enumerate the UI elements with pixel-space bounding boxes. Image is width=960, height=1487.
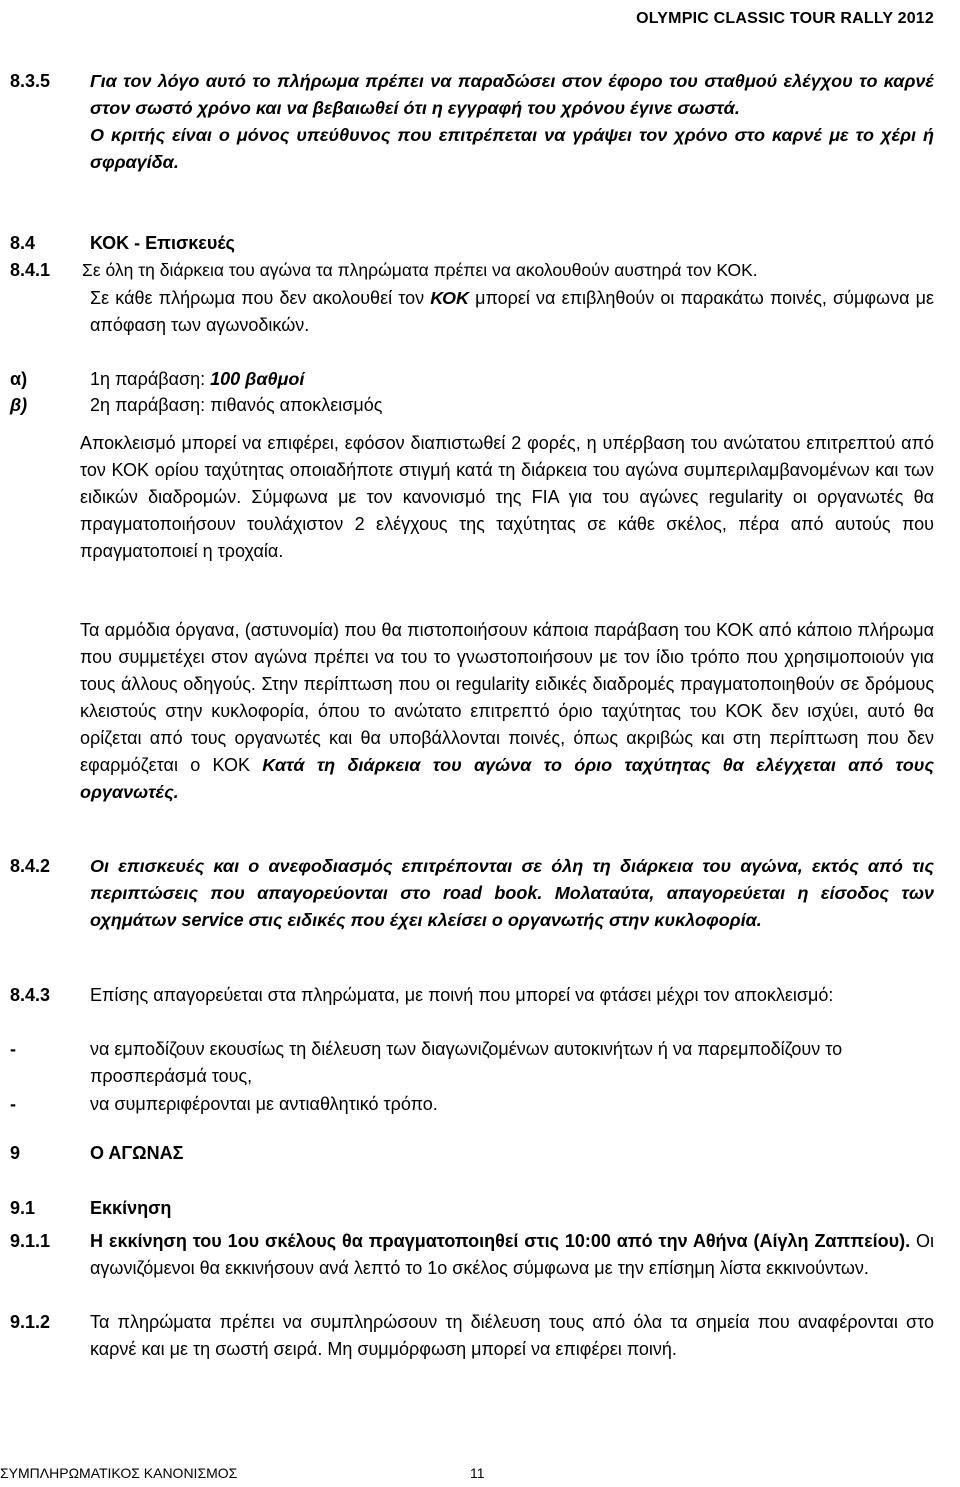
section-text bbox=[90, 1228, 934, 1282]
text-span: μπορεί να επιβληθούν οι παρακάτω ποινές, σύμφωνα με απόφαση των αγωνοδικών. bbox=[90, 288, 935, 335]
page-number: 11 bbox=[470, 1465, 485, 1481]
section-text: Τα πληρώματα πρέπει να συμπληρώσουν τη διέλευση τους από όλα τα σημεία που αναφέρονται στο καρνέ και με τη σωστή σειρά. Μη συμμόρφωση μπορεί να επιφέρει ποινή. bbox=[90, 1312, 934, 1359]
section-number: 8.4.2 bbox=[10, 856, 51, 876]
list-item-text: να εμποδίζουν εκουσίως τη διέλευση των διαγωνιζομένων αυτοκινήτων ή να παρεμποδίζουν το προσπεράσμά τους, bbox=[90, 1039, 843, 1086]
paragraph-exclusion: Αποκλεισμό μπορεί να επιφέρει, εφόσον διαπιστωθεί 2 φορές, η υπέρβαση του ανώτατου επιτρεπτού από τον ΚΟΚ ορίου ταχύτητας οποιαδήποτε στιγμή κατά τη διάρκεια του αγώνα συμπεριλαμβανομένων και των ειδικών διαδρομών. Σύμφωνα με τον κανονισμό της FIA για του αγώνες regularity οι οργανωτές θα πραγματοποιήσουν τουλάχιστον 2 ελέγχους της ταχύτητας σε κάθε σκέλος, πέρα από αυτούς που πραγματοποιεί η τροχαία. bbox=[80, 433, 934, 561]
page-header: OLYMPIC CLASSIC TOUR RALLY 2012 bbox=[636, 10, 934, 27]
section-number: 9.1 bbox=[10, 1198, 36, 1218]
penalty-label: β) bbox=[10, 395, 28, 415]
text-span: Τα αρμόδια όργανα, (αστυνομία) που θα πιστοποιήσουν κάποια παράβαση του ΚΟΚ από κάποιο πλήρωμα που συμμετέχει στον αγώνα πρέπει να του το γνωστοποιήσουν με τον ίδιο τρόπο που χρησιμοποιούν για τους άλλους οδηγούς. Στην περίπτωση που οι regularity ειδικές διαδρομές πραγματοποιηθούν σε δρόμους κλειστούς στην κυκλοφορία, όπου το ανώτατο επιτρεπτό όριο ταχύτητας του ΚΟΚ δεν ισχύει, αυτό θα ορίζεται από τους οργανωτές και θα υποβάλλονται ποινές, όπως ακριβώς και στη περίπτωση που δεν εφαρμόζεται ο ΚΟΚ bbox=[80, 620, 934, 775]
section-italic-text-2: Ο κριτής είναι ο μόνος υπεύθυνος που επιτρέπεται να γράψει τον χρόνο στο καρνέ με το χέρι ή σφραγίδα. bbox=[90, 125, 934, 172]
penalty-points: 100 βαθμοί bbox=[210, 369, 305, 389]
footer-title: ΣΥΜΠΛΗΡΩΜΑΤΙΚΟΣ ΚΑΝΟΝΙΣΜΟΣ bbox=[0, 1465, 238, 1481]
text-span: Οι αγωνιζόμενοι θα εκκινήσουν ανά λεπτό το 1ο σκέλος σύμφωνα με την επίσημη λίστα εκκινούντων. bbox=[90, 1231, 934, 1278]
list-dash: - bbox=[10, 1094, 16, 1114]
section-text: Επίσης απαγορεύεται στα πληρώματα, με ποινή που μπορεί να φτάσει μέχρι τον αποκλεισμό: bbox=[90, 985, 834, 1005]
section-number: 8.3.5 bbox=[10, 71, 51, 91]
section-italic-text: Για τον λόγο αυτό το πλήρωμα πρέπει να παραδώσει στον έφορο του σταθμού ελέγχου το καρνέ στον σωστό χρόνο και να βεβαιωθεί ότι η εγγραφή του χρόνου έγινε σωστά. bbox=[90, 71, 934, 118]
section-number: 8.4.1 bbox=[10, 260, 51, 280]
section-number: 8.4.3 bbox=[10, 985, 51, 1005]
bold-italic-text: Κατά τη διάρκεια του αγώνα το όριο ταχύτητας θα ελέγχεται από τους οργανωτές. bbox=[80, 755, 934, 802]
penalty-text bbox=[90, 366, 934, 393]
section-title: Ο ΑΓΩΝΑΣ bbox=[90, 1143, 184, 1163]
section-number: 8.4 bbox=[10, 233, 36, 253]
section-number: 9.1.1 bbox=[10, 1231, 51, 1251]
penalty-label: α) bbox=[10, 369, 28, 389]
text-span: 1η παράβαση: bbox=[90, 369, 211, 389]
text-span: Σε κάθε πλήρωμα που δεν ακολουθεί τον bbox=[90, 288, 431, 308]
bold-text: Η εκκίνηση του 1ου σκέλους θα πραγματοποιηθεί στις 10:00 από την Αθήνα (Αίγλη Ζαππείου). bbox=[90, 1231, 911, 1251]
paragraph-authorities bbox=[80, 617, 934, 806]
section-number: 9.1.2 bbox=[10, 1312, 51, 1332]
section-title: Εκκίνηση bbox=[90, 1198, 172, 1218]
kok-emphasis: ΚΟΚ bbox=[430, 288, 469, 308]
section-text: Οι επισκευές και ο ανεφοδιασμός επιτρέπονται σε όλη τη διάρκεια του αγώνα, εκτός από τις περιπτώσεις που απαγορεύονται στο road book. Μολαταύτα, απαγορεύεται η είσοδος των οχημάτων service στις ειδικές που έχει κλείσει ο οργανωτής στην κυκλοφορία. bbox=[90, 856, 934, 930]
list-dash: - bbox=[10, 1039, 16, 1059]
section-text bbox=[90, 285, 934, 339]
section-text bbox=[90, 68, 934, 176]
section-title: ΚΟΚ - Επισκευές bbox=[90, 233, 235, 253]
list-item-text: να συμπεριφέρονται με αντιαθλητικό τρόπο. bbox=[90, 1094, 438, 1114]
section-number: 9 bbox=[10, 1143, 21, 1163]
penalty-text: 2η παράβαση: πιθανός αποκλεισμός bbox=[90, 395, 383, 415]
section-line: Σε όλη τη διάρκεια του αγώνα τα πληρώματα πρέπει να ακολουθούν αυστηρά τον ΚΟΚ. bbox=[82, 260, 758, 280]
